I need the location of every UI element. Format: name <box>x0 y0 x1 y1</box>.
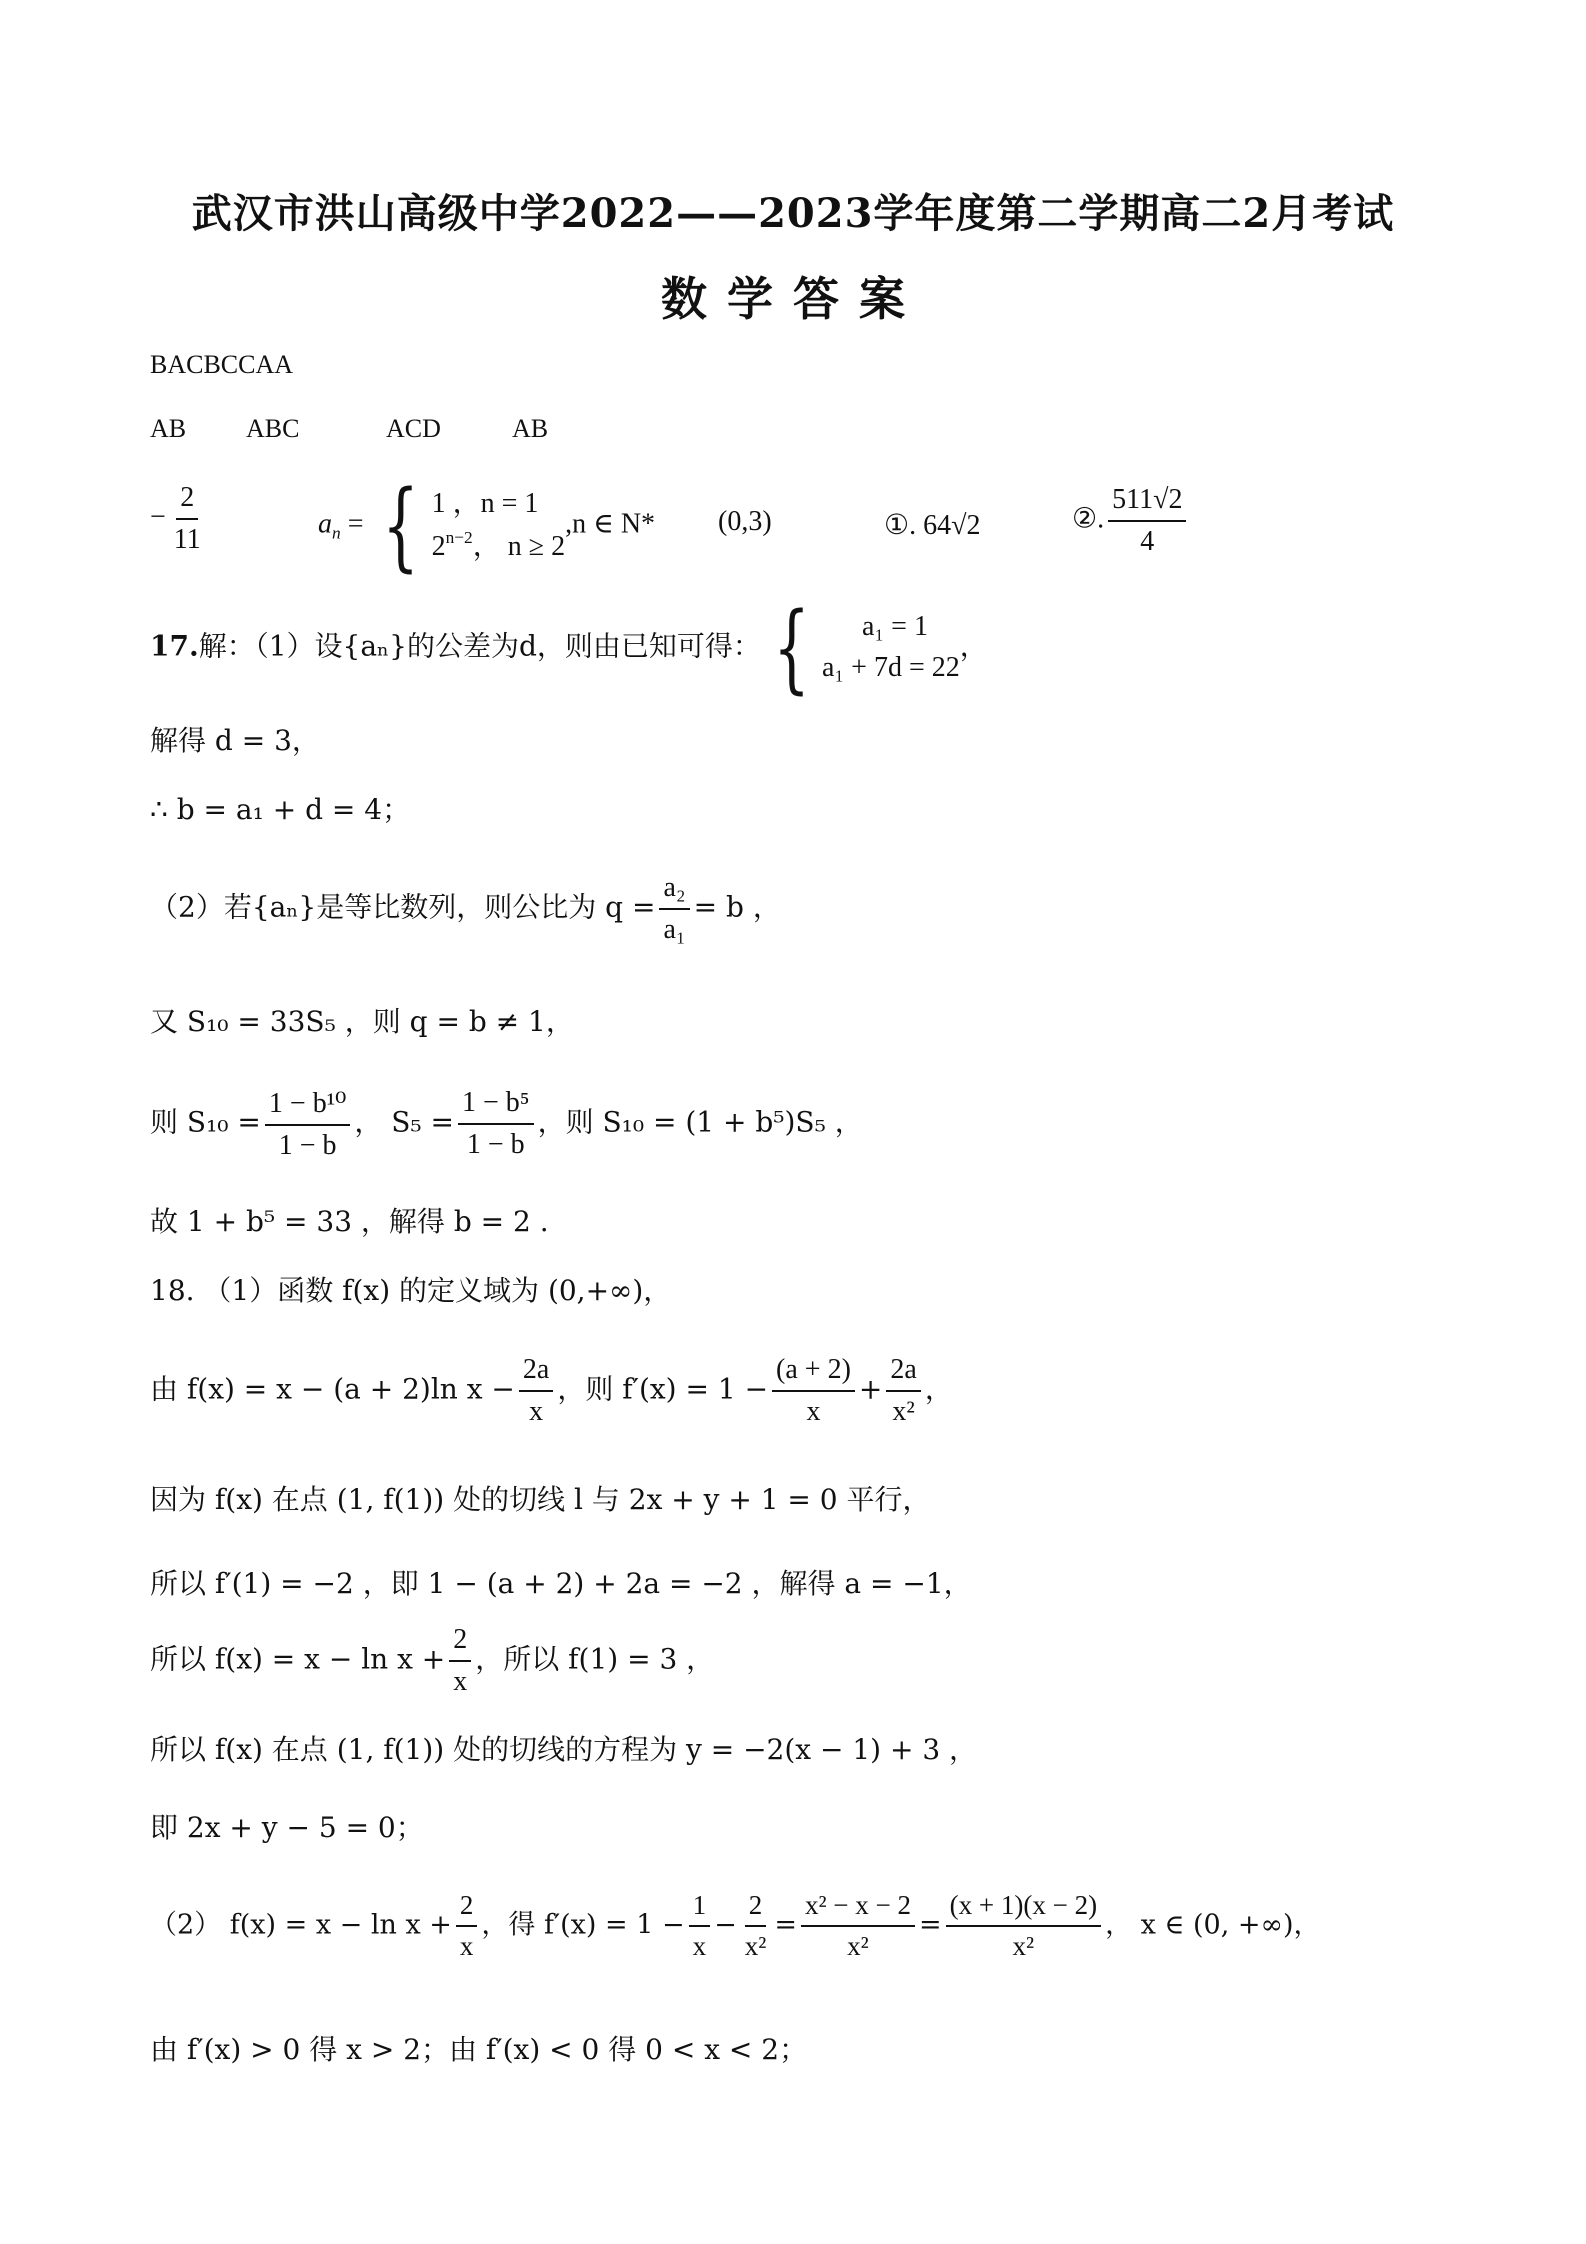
q17-intro: 17.解：（1）设{aₙ}的公差为d，则由已知可得： { a₁ = 1 a₁ + 7d = 22 ， <box>150 592 988 704</box>
page-title: 武汉市洪山高级中学2022——2023学年度第二学期高二2月考试 <box>191 190 1395 237</box>
fill-answer-15: (0,3) <box>718 506 772 537</box>
q17-line-2: 解得 d = 3， <box>150 724 320 757</box>
multi-choice-answer-9: AB <box>150 414 187 443</box>
page-subtitle: 数学答案 <box>661 272 925 326</box>
q17-line-7: 故 1 + b⁵ = 33 ，解得 b = 2 . <box>150 1205 549 1238</box>
fill-answer-13: − $\frac{2}{11}$ <box>150 482 201 555</box>
q18-line-7: 即 2x + y − 5 = 0； <box>150 1811 424 1844</box>
q17-line-4: （2）若{aₙ}是等比数列，则公比为 q = $\frac{\text{a₂}}{\text{a₁}}$ = b ， <box>150 872 781 945</box>
fill-answer-16-part2: ②. $\frac{511√2}{4}$ <box>1072 484 1190 558</box>
q17-line-5: 又 S₁₀ = 33S₅ ，则 q = b ≠ 1， <box>150 1005 574 1038</box>
fill-answer-16-part1: ①. 64√2 <box>884 510 981 541</box>
multi-choice-answer-10: ABC <box>246 414 300 443</box>
q18-line-5: 所以 f(x) = x − ln x + $\frac{2}{x}$ ，所以 f(1) = 3 ， <box>150 1624 715 1697</box>
q18-line-6: 所以 f(x) 在点 (1, f(1)) 处的切线的方程为 y = −2(x − 1) + 3 ， <box>150 1733 978 1766</box>
fill-answer-14: $a_n$ = { 1 ，n = 1 $2^{n-2}$， n ≥ 2 ,n ∈ N* <box>318 470 656 582</box>
multi-choice-answer-11: ACD <box>386 414 441 443</box>
multi-choice-answer-12: AB <box>512 414 549 443</box>
single-choice-answers: BACBCCAA <box>150 350 294 379</box>
q18-line-3: 因为 f(x) 在点 (1, f(1)) 处的切线 l 与 2x + y + 1 = 0 平行， <box>150 1483 931 1516</box>
q18-line-4: 所以 f′(1) = −2 ，即 1 − (a + 2) + 2a = −2 ，解得 a = −1， <box>150 1567 972 1600</box>
q18-line-1: 18. （1）函数 f(x) 的定义域为 (0,+∞)， <box>150 1274 672 1307</box>
q18-line-2: 由 f(x) = x − (a + 2)ln x − $\frac{2a}{x}$ ，则 f′(x) = 1 − $\frac{(a + 2)}{x}$ + $\frac{2a}{\text{x²}}$ ， <box>150 1354 953 1427</box>
q18-line-8: （2） f(x) = x − ln x + $\frac{2}{x}$ ，得 f′(x) = 1 − $\frac{1}{x}$ − $\frac{2}{\text{x²}}$ = $\frac{\text{x² − x − 2}}{\text{x²}}$ = $\frac{(x + 1)(x - 2)}{\text{x²}}$ ， x ∈ (0, +∞)， <box>150 1890 1321 1961</box>
q17-line-3: ∴ b = a₁ + d = 4； <box>150 793 411 826</box>
q18-line-9: 由 f′(x) > 0 得 x > 2；由 f′(x) < 0 得 0 < x < 2； <box>150 2033 808 2066</box>
q17-line-6: 则 S₁₀ = $\frac{\text{1 − b¹⁰}}{1 - b}$ ， S₅ = $\frac{\text{1 − b⁵}}{1 - b}$ ，则 S₁₀ = (1 + b⁵)S₅ ， <box>150 1087 863 1161</box>
